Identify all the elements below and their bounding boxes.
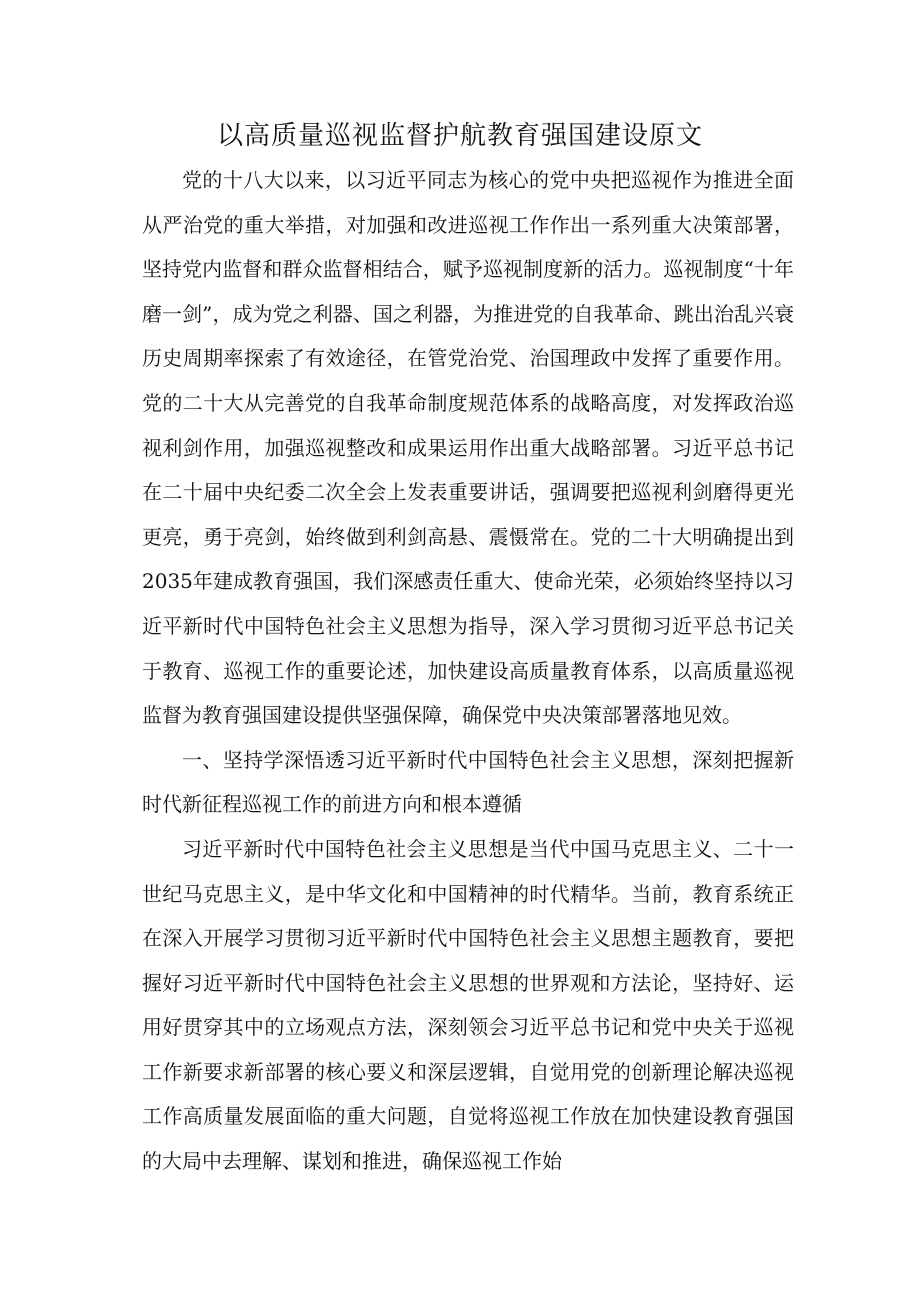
section-heading-1: 一、坚持学深悟透习近平新时代中国特色社会主义思想，深刻把握新时代新征程巡视工作的前进方向和根本遵循	[142, 747, 794, 817]
document-title: 以高质量巡视监督护航教育强国建设原文	[216, 121, 703, 151]
document-body	[142, 158, 794, 1184]
paragraph-intro: 党的十八大以来，以习近平同志为核心的党中央把巡视作为推进全面从严治党的重大举措，对加强和改进巡视工作作出一系列重大决策部署，坚持党内监督和群众监督相结合，赋予巡视制度新的活力。巡视制度“十年磨一剑”，成为党之利器、国之利器，为推进党的自我革命、跳出治乱兴衰历史周期率探索了有效途径，在管党治党、治国理政中发挥了重要作用。党的二十大从完善党的自我革命制度规范体系的战略高度，对发挥政治巡视利剑作用，加强巡视整改和成果运用作出重大战略部署。习近平总书记在二十届中央纪委二次全会上发表重要讲话，强调要把巡视利剑磨得更光更亮，勇于亮剑，始终做到利剑高悬、震慑常在。党的二十大明确提出到2035年建成教育强国，我们深感责任重大、使命光荣，必须始终坚持以习近平新时代中国特色社会主义思想为指导，深入学习贯彻习近平总书记关于教育、巡视工作的重要论述，加快建设高质量教育体系，以高质量巡视监督为教育强国建设提供坚强保障，确保党中央决策部署落地见效。	[142, 168, 794, 728]
paragraph-section-1: 习近平新时代中国特色社会主义思想是当代中国马克思主义、二十一世纪马克思主义，是中华文化和中国精神的时代精华。当前，教育系统正在深入开展学习贯彻习近平新时代中国特色社会主义思想主题教育，要把握好习近平新时代中国特色社会主义思想的世界观和方法论，坚持好、运用好贯穿其中的立场观点方法，深刻领会习近平总书记和党中央关于巡视工作新要求新部署的核心要义和深层逻辑，自觉用党的创新理论解决巡视工作高质量发展面临的重大问题，自觉将巡视工作放在加快建设教育强国的大局中去理解、谋划和推进，确保巡视工作始	[142, 836, 794, 1174]
